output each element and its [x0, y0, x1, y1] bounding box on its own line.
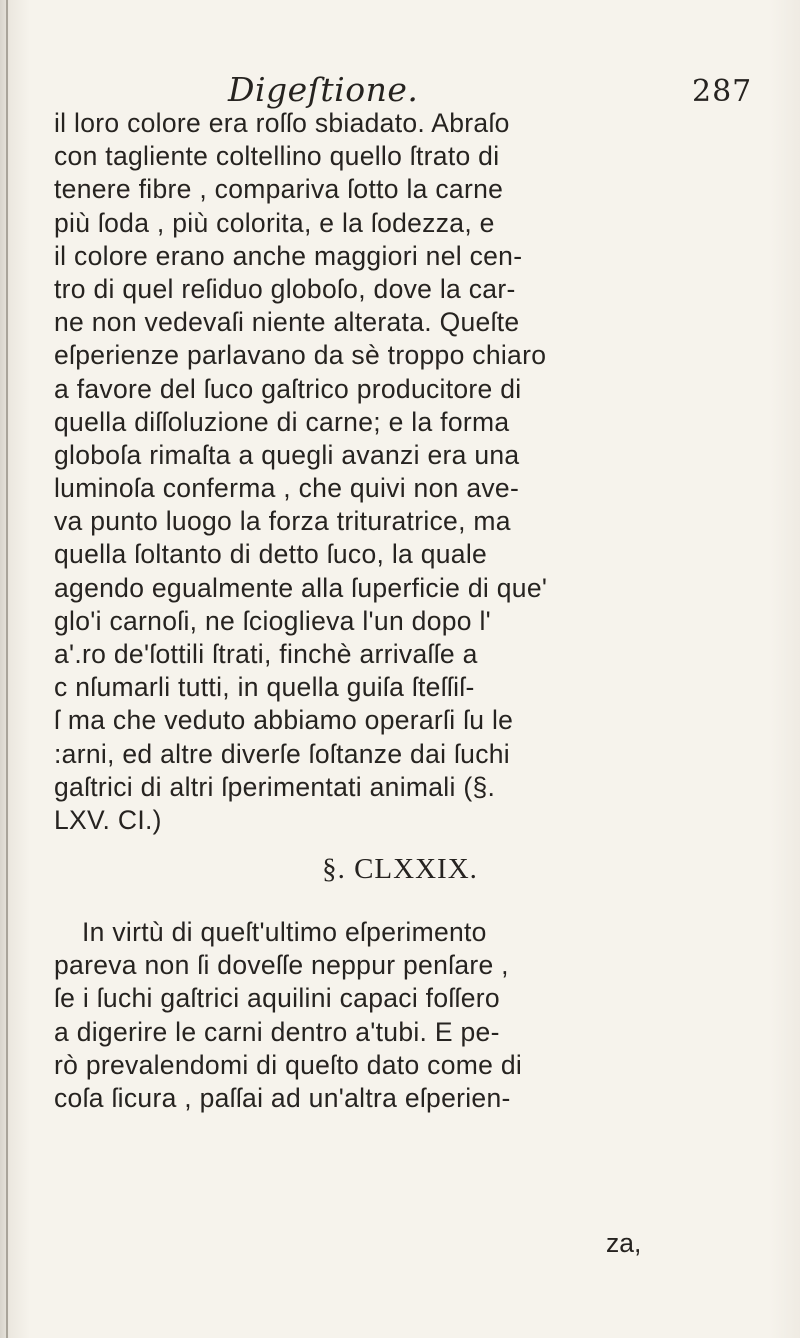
text-line: ne non vedevaſi niente alterata. Queſte	[54, 307, 520, 338]
text-line: il loro colore era roſſo sbiadato. Abraſo	[54, 108, 510, 138]
running-title: Digeſtione.	[228, 70, 419, 109]
text-line: agendo egualmente alla ſuperficie di que'	[54, 572, 548, 603]
text-line: il colore erano anche maggiori nel cen-	[54, 240, 523, 271]
text-line: a'.ro de'ſottili ſtrati, finchè arrivaſſe a	[54, 639, 478, 669]
text-line: tenere fibre , compariva ſotto la carne	[54, 174, 504, 205]
text-line: con tagliente coltellino quello ſtrato di	[54, 141, 500, 172]
text-line: rò prevalendomi di queſto dato come di	[54, 1049, 523, 1080]
text-line: a digerire le carni dentro a'tubi. E pe-	[54, 1016, 500, 1047]
text-line: ſe i ſuchi gaſtrici aquilini capaci foſſero	[54, 983, 500, 1014]
text-line: LXV. CI.)	[54, 804, 162, 835]
text-line: luminoſa conferma , che quivi non ave-	[54, 473, 520, 504]
text-line: ſ ma che veduto abbiamo operarſi ſu le	[54, 705, 514, 736]
text-line: a favore del ſuco gaſtrico producitore di	[54, 373, 522, 404]
text-line: più ſoda , più colorita, e la ſodezza, e	[54, 207, 495, 238]
text-line: gaſtrici di altri ſperimentati animali (§.	[54, 771, 496, 802]
binding-edge	[6, 0, 8, 1338]
text-line: c nſumarli tutti, in quella guiſa ſteſſiſ-	[54, 672, 475, 703]
text-line: pareva non ſi doveſſe neppur penſare ,	[54, 950, 509, 981]
page-number: 287	[692, 74, 753, 109]
text-line: tro di quel reſiduo globoſo, dove la car-	[54, 273, 516, 304]
catchword: za,	[606, 1228, 642, 1258]
text-line: glo'i carnoſi, ne ſcioglieva l'un dopo l'	[54, 605, 492, 636]
text-line: globoſa rimaſta a quegli avanzi era una	[54, 439, 520, 470]
text-line: va punto luogo la forza trituratrice, ma	[54, 506, 511, 537]
text-line: :arni, ed altre diverſe ſoſtanze dai ſuchi	[54, 738, 510, 769]
text-line: coſa ſicura , paſſai ad un'altra eſperien-	[54, 1082, 511, 1113]
text-line: quella diſſoluzione di carne; e la forma	[54, 406, 510, 437]
paragraph-1	[54, 107, 766, 837]
paragraph-2	[54, 916, 766, 1115]
text-line: In virtù di queſt'ultimo eſperimento	[82, 917, 487, 947]
text-line: quella ſoltanto di detto ſuco, la quale	[54, 539, 488, 570]
section-heading: §. CLXXIX.	[322, 853, 478, 885]
text-line: eſperienze parlavano da sè troppo chiaro	[54, 340, 547, 371]
